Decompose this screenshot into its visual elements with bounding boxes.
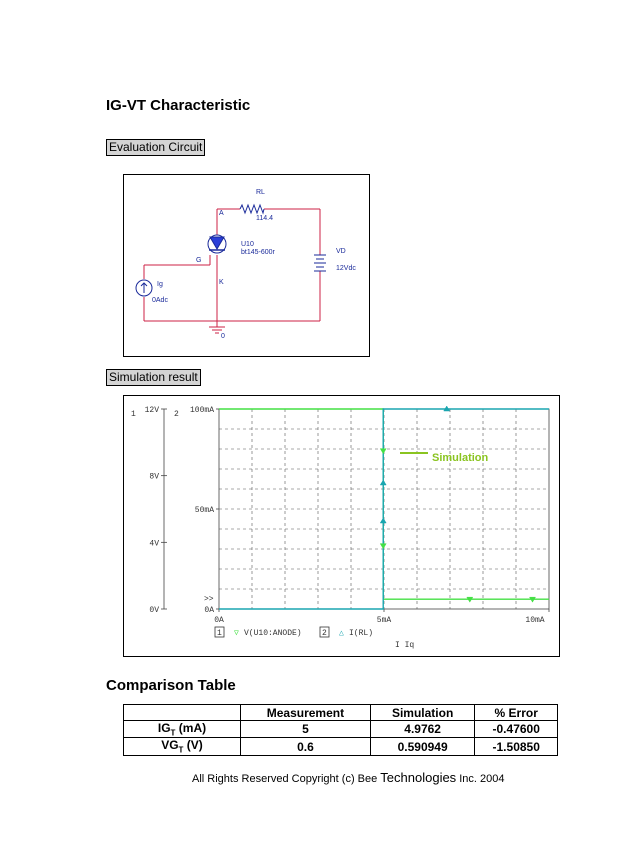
series-line-v-anode — [219, 409, 549, 599]
table-header: % Error — [475, 705, 558, 721]
table-row — [124, 721, 558, 738]
error-cell: -1.50850 — [475, 738, 558, 755]
y2-tick-label: 50mA — [194, 506, 214, 515]
source-value: 12Vdc — [336, 265, 356, 272]
y2-tick-label: 0A — [204, 606, 214, 615]
legend-symbol: △ — [339, 629, 344, 638]
series-marker-v-anode — [380, 544, 386, 549]
series-marker-i-rl — [380, 518, 386, 523]
ground-symbol — [209, 321, 225, 333]
section-label-circuit: Evaluation Circuit — [106, 139, 205, 156]
table-header: Simulation — [370, 705, 475, 721]
device-part: bt145-600r — [241, 249, 275, 256]
table-header: Measurement — [241, 705, 371, 721]
circuit-panel — [123, 174, 370, 357]
legend-label: I(RL) — [349, 629, 374, 638]
simulation-cell: 4.9762 — [370, 721, 475, 738]
node-a-label: A — [219, 210, 224, 217]
y1-tick-label: 0V — [149, 606, 159, 615]
circuit-schematic — [124, 175, 369, 356]
measurement-cell: 5 — [241, 721, 371, 738]
y1-tick-label: 4V — [149, 539, 159, 549]
current-source-ig — [136, 280, 152, 296]
legend-symbol: ▽ — [234, 629, 239, 638]
axis-id-label: 2 — [174, 410, 179, 419]
ig-value: 0Adc — [152, 297, 168, 304]
x-tick-label: 10mA — [525, 616, 545, 625]
legend-label: V(U10:ANODE) — [244, 629, 302, 638]
measurement-cell: 0.6 — [241, 738, 371, 755]
simulation-chart — [124, 396, 559, 656]
y2-tick-label: 100mA — [189, 406, 214, 415]
y1-tick-label: 8V — [149, 472, 159, 482]
rl-value: 114.4 — [256, 215, 273, 222]
comparison-title: Comparison Table — [106, 677, 236, 694]
copyright-footer: All Rights Reserved Copyright (c) Bee Technologies Inc. 2004 — [192, 770, 505, 785]
series-marker-i-rl — [380, 480, 386, 485]
simulation-cell: 0.590949 — [370, 738, 475, 755]
ground-label: 0 — [221, 333, 225, 340]
page-title: IG-VT Characteristic — [106, 97, 251, 114]
table-header — [124, 705, 241, 721]
node-g-label: G — [196, 257, 202, 264]
section-label-result: Simulation result — [106, 369, 201, 386]
row-label: $IG_T$ (mA) — [124, 721, 241, 738]
device-ref: U10 — [241, 241, 254, 248]
error-cell: -0.47600 — [475, 721, 558, 738]
x-tick-label: 0A — [214, 616, 224, 625]
rl-label: RL — [256, 189, 265, 196]
axis-id-label: 1 — [131, 410, 136, 419]
axis-marker: >> — [204, 595, 214, 604]
y1-tick-label: 12V — [144, 406, 159, 415]
ig-ref: Ig — [157, 281, 163, 288]
node-k-label: K — [219, 279, 224, 286]
resistor-rl — [240, 205, 264, 213]
table-row — [124, 738, 558, 755]
legend-index: 2 — [322, 629, 327, 638]
source-ref: VD — [336, 248, 346, 255]
series-marker-v-anode — [380, 449, 386, 454]
legend-index: 1 — [217, 629, 222, 638]
voltage-source-vd — [314, 255, 326, 271]
thyristor-u10 — [208, 235, 226, 253]
row-label: $VG_T$ (V) — [124, 738, 241, 755]
comparison-table — [123, 704, 558, 756]
simulation-annotation: Simulation — [432, 452, 489, 464]
x-axis-variable: I Iq — [395, 641, 415, 650]
chart-panel — [123, 395, 560, 657]
x-tick-label: 5mA — [376, 616, 392, 625]
table-header-row — [124, 705, 558, 721]
